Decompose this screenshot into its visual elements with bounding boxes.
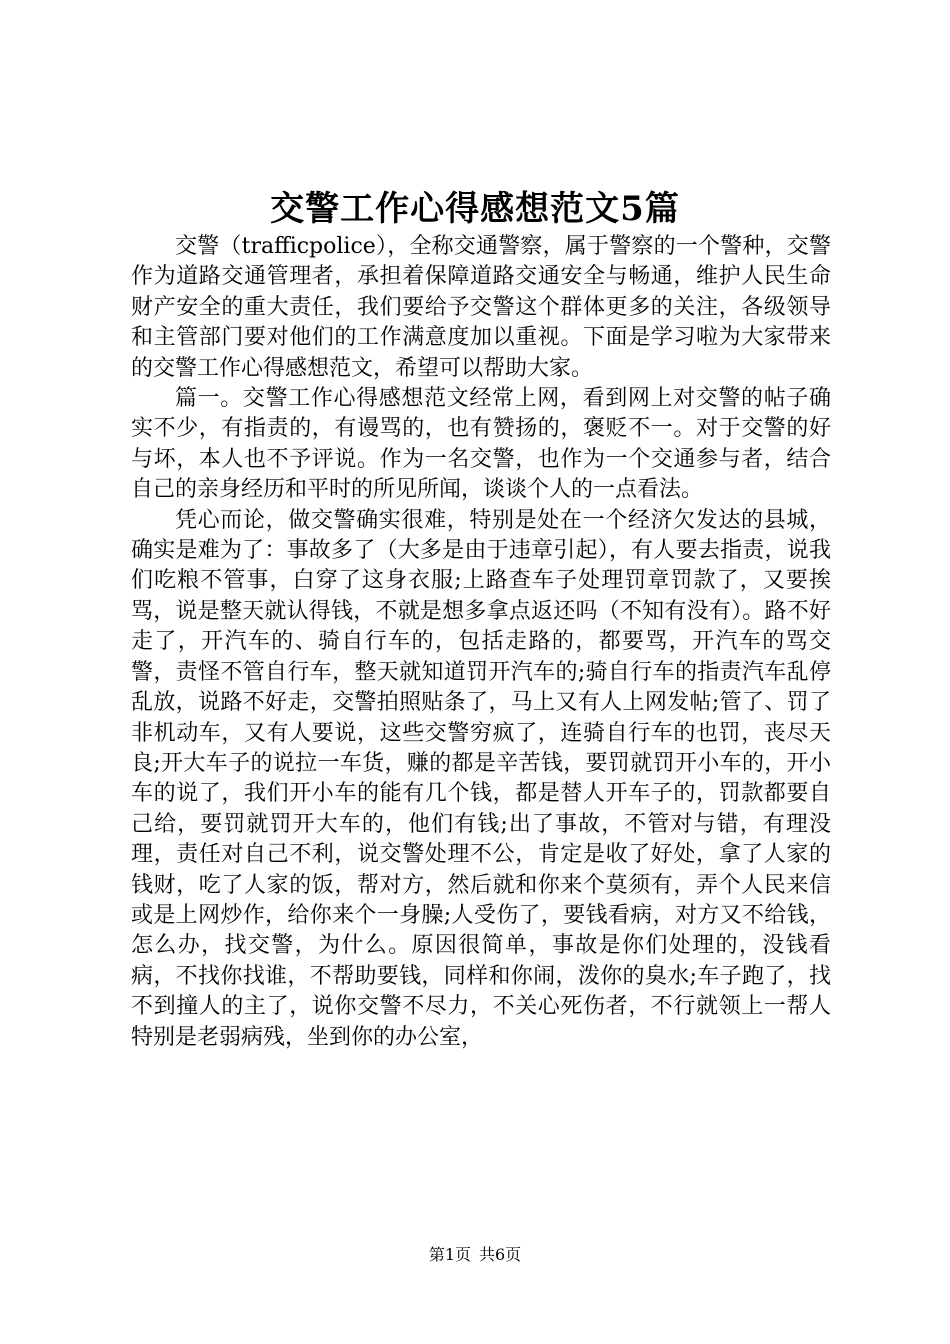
page-footer (0, 1244, 950, 1266)
document-title: 交警工作心得感想范文5篇 (270, 189, 680, 229)
paragraph-part-one: 篇一。交警工作心得感想范文经常上网，看到网上对交警的帖子确实不少，有指责的，有谩骂的，也有赞扬的，褒贬不一。对于交警的好与坏，本人也不予评说。作为一名交警，也作为一个交通参与者，结合自己的亲身经历和平时的所见所闻，谈谈个人的一点看法。 (131, 386, 831, 503)
paragraph-intro: 交警（trafficpolice），全称交通警察，属于警察的一个警种，交警作为道路交通管理者，承担着保障道路交通安全与畅通，维护人民生命财产安全的重大责任，我们要给予交警这个群体更多的关注，各级领导和主管部门要对他们的工作满意度加以重视。下面是学习啦为大家带来的交警工作心得感想范文，希望可以帮助大家。 (131, 234, 831, 381)
page-total: 共6页 (479, 1245, 522, 1264)
page-number: 第1页 (428, 1245, 471, 1264)
document-body (131, 232, 831, 1053)
paragraph-main: 凭心而论，做交警确实很难，特别是处在一个经济欠发达的县城，确实是难为了：事故多了（大多是由于违章引起），有人要去指责，说我们吃粮不管事，白穿了这身衣服;上路查车子处理罚章罚款了，又要挨骂，说是整天就认得钱，不就是想多拿点返还吗（不知有没有）。路不好走了，开汽车的、骑自行车的，包括走路的，都要骂，开汽车的骂交警，责怪不管自行车，整天就知道罚开汽车的;骑自行车的指责汽车乱停乱放，说路不好走，交警拍照贴条了，马上又有人上网发帖;管了、罚了非机动车，又有人要说，这些交警穷疯了，连骑自行车的也罚，丧尽天良;开大车子的说拉一车货，赚的都是辛苦钱，要罚就罚开小车的，开小车的说了，我们开小车的能有几个钱，都是替人开车子的，罚款都要自己给，要罚就罚开大车的，他们有钱;出了事故，不管对与错，有理没理，责任对自己不利，说交警处理不公，肯定是收了好处，拿了人家的钱财，吃了人家的饭，帮对方，然后就和你来个莫须有，弄个人民来信或是上网炒作，给你来个一身臊;人受伤了，要钱看病，对方又不给钱，怎么办，找交警，为什么。原因很简单，事故是你们处理的，没钱看病，不找你找谁，不帮助要钱，同样和你闹，泼你的臭水;车子跑了，找不到撞人的主了，说你交警不尽力，不关心死伤者，不行就领上一帮人特别是老弱病残，坐到你的办公室， (131, 507, 831, 1050)
